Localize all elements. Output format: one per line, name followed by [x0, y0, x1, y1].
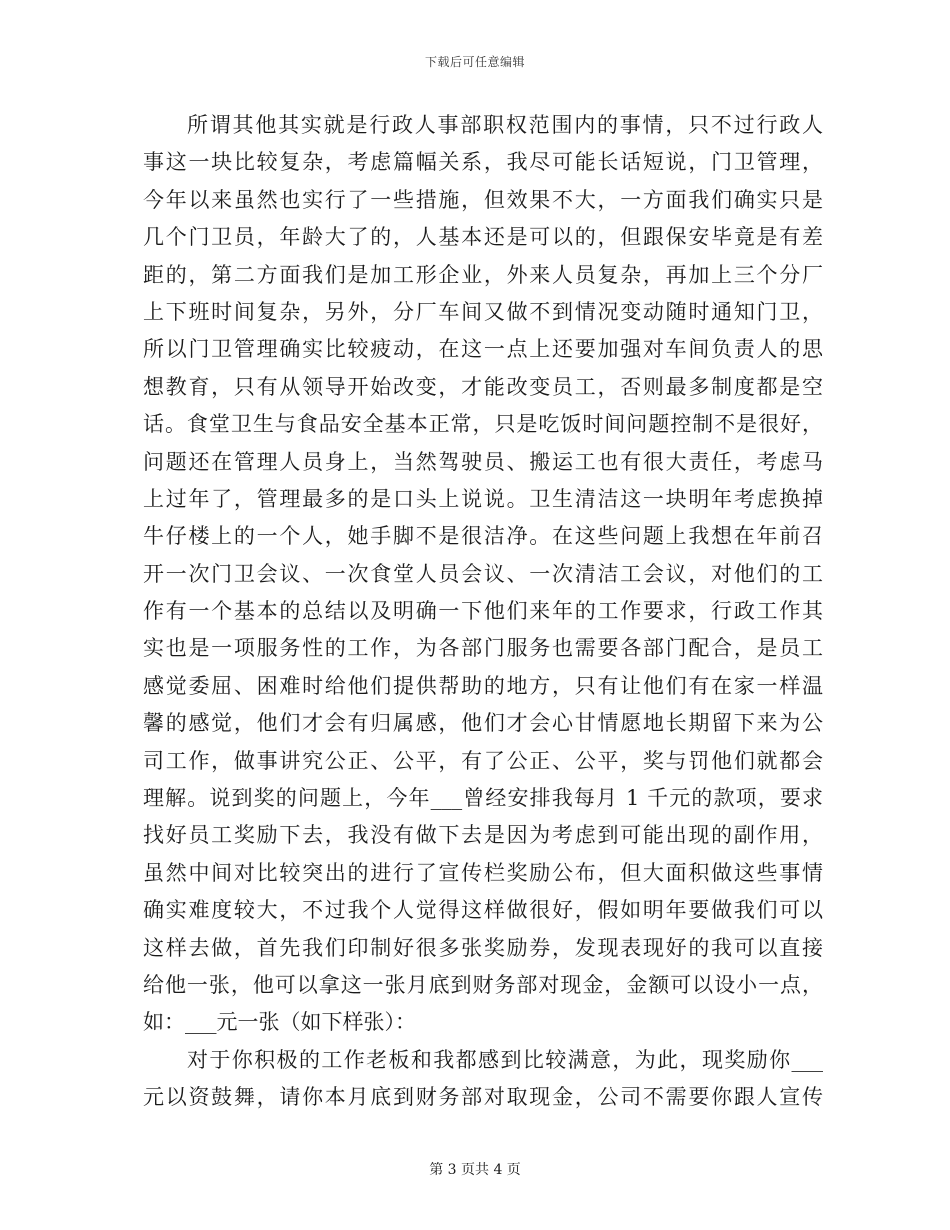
text-line: 这样去做，首先我们印制好很多张奖励券，发现表现好的我可以直接	[143, 935, 823, 960]
text-line: 如：___元一张（如下样张）：	[143, 1010, 416, 1035]
text-line: 几个门卫员，年龄大了的，人基本还是可以的，但跟保安毕竟是有差	[143, 225, 823, 250]
page-number: 第 3 页共 4 页	[429, 1162, 521, 1178]
text-line: 所以门卫管理确实比较疲动，在这一点上还要加强对车间负责人的思	[143, 337, 823, 362]
document-body	[143, 107, 823, 1117]
paragraph-2	[143, 1042, 823, 1117]
text-line: 所谓其他其实就是行政人事部职权范围内的事情，只不过行政人	[187, 113, 823, 137]
text-line: 给他一张，他可以拿这一张月底到财务部对现金，金额可以设小一点，	[143, 972, 823, 997]
text-line: 感觉委屈、困难时给他们提供帮助的地方，只有让他们有在家一样温	[143, 673, 823, 698]
text-line: 作有一个基本的总结以及明确一下他们来年的工作要求，行政工作其	[143, 599, 823, 624]
text-line: 问题还在管理人员身上，当然驾驶员、搬运工也有很大责任，考虑马	[143, 449, 823, 474]
text-line: 司工作，做事讲究公正、公平，有了公正、公平，奖与罚他们就都会	[143, 748, 823, 773]
paragraph-1	[143, 107, 823, 1042]
text-line: 今年以来虽然也实行了一些措施，但效果不大，一方面我们确实只是	[143, 187, 823, 212]
text-line: 确实难度较大，不过我个人觉得这样做很好，假如明年要做我们可以	[143, 898, 823, 923]
text-line: 事这一块比较复杂，考虑篇幅关系，我尽可能长话短说，门卫管理，	[143, 150, 823, 175]
text-line: 想教育，只有从领导开始改变，才能改变员工，否则最多制度都是空	[143, 374, 823, 399]
text-line: 元以资鼓舞，请你本月底到财务部对取现金，公司不需要你跟人宣传	[143, 1085, 823, 1110]
text-line: 实也是一项服务性的工作，为各部门服务也需要各部门配合，是员工	[143, 636, 823, 661]
text-line: 上过年了，管理最多的是口头上说说。卫生清洁这一块明年考虑换掉	[143, 486, 823, 511]
text-line: 找好员工奖励下去，我没有做下去是因为考虑到可能出现的副作用，	[143, 823, 823, 848]
text-line: 理解。说到奖的问题上，今年___曾经安排我每月 1 千元的款项，要求	[143, 786, 823, 811]
text-line: 距的，第二方面我们是加工形企业，外来人员复杂，再加上三个分厂	[143, 262, 823, 287]
text-line: 牛仔楼上的一个人，她手脚不是很洁净。在这些问题上我想在年前召	[143, 524, 823, 549]
text-line: 话。食堂卫生与食品安全基本正常，只是吃饭时间问题控制不是很好，	[143, 412, 823, 437]
text-line: 虽然中间对比较突出的进行了宣传栏奖励公布，但大面积做这些事情	[143, 860, 823, 885]
text-line: 上下班时间复杂，另外，分厂车间又做不到情况变动随时通知门卫，	[143, 299, 823, 324]
text-line: 开一次门卫会议、一次食堂人员会议、一次清洁工会议，对他们的工	[143, 561, 823, 586]
text-line: 对于你积极的工作老板和我都感到比较满意，为此，现奖励你___	[187, 1047, 823, 1072]
text-line: 馨的感觉，他们才会有归属感，他们才会心甘情愿地长期留下来为公	[143, 711, 823, 736]
page-header: 下载后可任意编辑	[424, 55, 525, 69]
